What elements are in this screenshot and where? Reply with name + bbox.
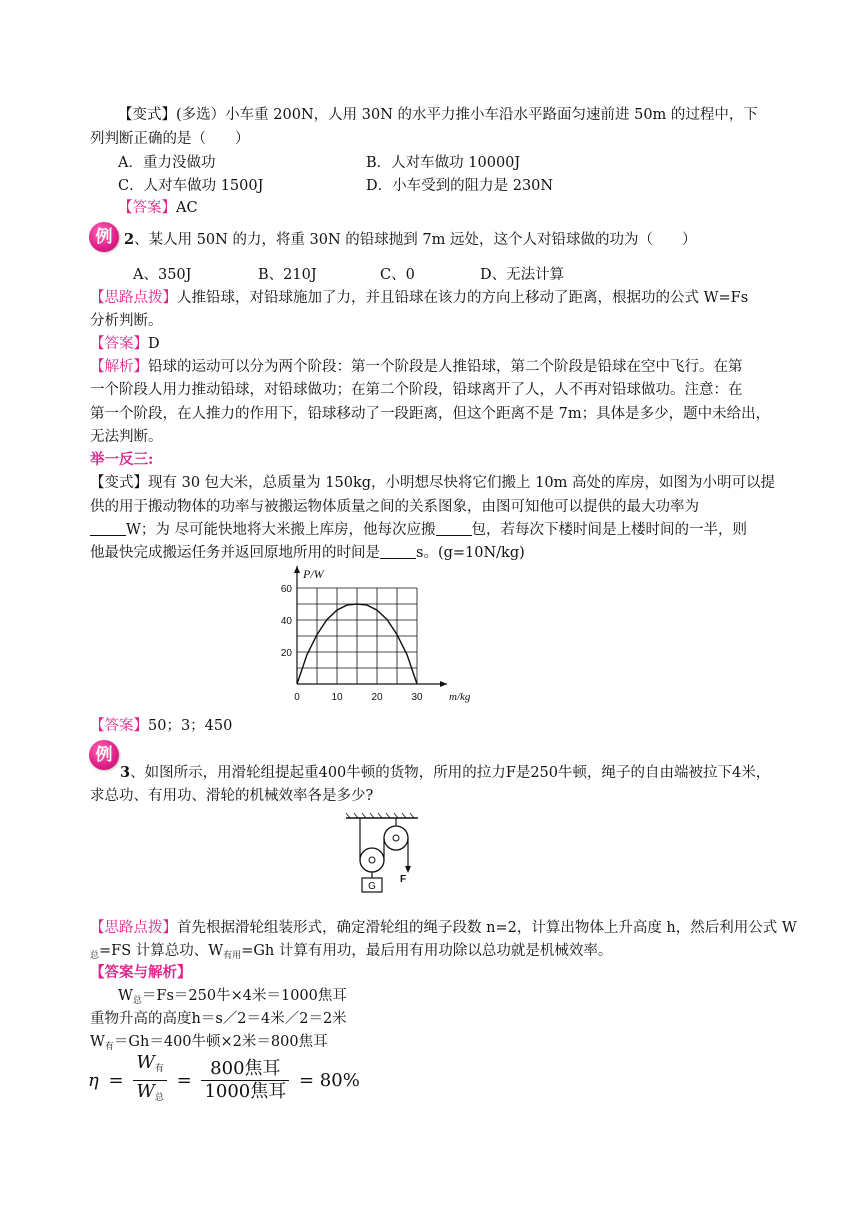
- w-symbol: W: [90, 1034, 105, 1050]
- y-axis-arrow-icon: [294, 566, 300, 573]
- hint-text-2b: =Gh 计算有用功，最后用有用功除以总功就是机械效率。: [241, 943, 613, 959]
- frac2-den: 1000焦耳: [204, 1081, 287, 1102]
- example2-question: [124, 230, 697, 250]
- example2-option-c: C、0: [380, 267, 415, 283]
- answer-label: 【答案】: [90, 336, 148, 352]
- sub-useful: 有用: [223, 951, 242, 961]
- chart-grid: [297, 588, 417, 684]
- fraction-values: [201, 1058, 289, 1103]
- option-d: D．小车受到的阻力是 230N: [366, 178, 554, 194]
- solution-label: 【答案与解析】: [90, 964, 192, 981]
- answer-label: 【答案】: [118, 200, 176, 216]
- variant2-line2: 供的用于搬动物体的功率与被搬运物体质量之间的关系图象，由图可知他可以提供的最大功率为: [90, 499, 699, 515]
- variant2-answer: [90, 716, 232, 736]
- answer-value: 50；3；450: [148, 718, 233, 734]
- x-tick-label: 20: [371, 692, 383, 703]
- variant2-text-3b: 包，若每次下楼时间是上楼时间的一半，则: [471, 522, 748, 538]
- blank-3[interactable]: [380, 544, 416, 559]
- solution-text-3: ＝Gh＝400牛顿×2米＝800焦耳: [113, 1034, 328, 1050]
- solution-line1: [118, 986, 347, 1011]
- variant2-label: 【变式】: [90, 475, 148, 491]
- answer-label: 【答案】: [90, 718, 148, 734]
- eta-symbol: η: [88, 1070, 99, 1091]
- w-symbol: W: [118, 988, 133, 1004]
- equals-sign: =: [108, 1070, 124, 1091]
- analysis-label: 【解析】: [90, 359, 148, 375]
- example2-answer: [90, 334, 160, 354]
- sub-total: 总: [132, 996, 142, 1006]
- hint-label: 【思路点拨】: [90, 290, 177, 306]
- blank-2[interactable]: [436, 521, 472, 536]
- example3-text-1: 、如图所示，用滑轮组提起重400牛顿的货物，所用的拉力F是250牛顿，绳子的自由端被拉下4米，: [130, 765, 771, 781]
- efficiency-formula: [88, 1052, 360, 1109]
- chart-xlabel: m/kg: [449, 691, 471, 703]
- variant2-text-4a: 他最快完成搬运任务并返回原地所用的时间是: [90, 545, 380, 561]
- analysis-text-1: 铅球的运动可以分为两个阶段：第一个阶段是人推铅球，第二个阶段是铅球在空中飞行。在第: [148, 359, 743, 375]
- variant2-text-4b: s。(g=10N/kg): [416, 545, 525, 561]
- blank-1[interactable]: [90, 521, 126, 536]
- pulley-label-f: F: [400, 874, 407, 885]
- example2-hint-line2: 分析判断。: [90, 313, 163, 329]
- variant2-text-1: 现有 30 包大米，总质量为 150kg，小明想尽快将它们搬上 10m 高处的库房，如图为小明可以提: [148, 475, 775, 491]
- example2-analysis-line4: 无法判断。: [90, 429, 163, 445]
- example2-option-a: A、350J: [133, 267, 192, 283]
- example2-analysis-line2: 一个阶段人用力推动铅球，对铅球做功；在第二个阶段，铅球离开了人，人不再对铅球做功。注意：在: [90, 382, 743, 398]
- x-tick-label: 10: [331, 692, 343, 703]
- x-tick-label: 30: [411, 692, 423, 703]
- example2-analysis-line1: [90, 357, 743, 377]
- example3-hint-line1: [90, 918, 797, 938]
- example2-analysis-line3: 第一个阶段，在人推力的作用下，铅球移动了一段距离，但这个距离不是 7m；具体是多少，题中未给出，: [90, 406, 771, 422]
- solution-text-1: ＝Fs＝250牛×4米＝1000焦耳: [141, 988, 347, 1004]
- y-tick-label: 20: [280, 648, 292, 659]
- section-heading: 举一反三:: [90, 451, 154, 468]
- variant1-line1: 【变式】(多选）小车重 200N，人用 30N 的水平力推小车沿水平路面匀速前进 50m 的过程中，下: [118, 107, 758, 123]
- example2-number: 2: [124, 231, 135, 248]
- variant1-line2: 列判断正确的是（ ）: [90, 131, 250, 147]
- solution-line2: 重物升高的高度h＝s／2＝4米／2＝2米: [90, 1011, 347, 1027]
- frac-den: W: [136, 1081, 155, 1102]
- example3-number: 3: [120, 764, 131, 781]
- frac-den-sub: 总: [154, 1093, 164, 1103]
- variant1-answer: [118, 198, 198, 218]
- frac2-num: 800焦耳: [201, 1058, 289, 1081]
- sub-useful: 有: [104, 1042, 114, 1052]
- answer-value: AC: [176, 200, 198, 216]
- hint-text-2a: =FS 计算总功、W: [99, 943, 224, 959]
- pulley-diagram: [342, 812, 424, 900]
- variant2-line1: [90, 473, 775, 493]
- example-badge-icon: 例: [89, 740, 119, 770]
- sub-total: 总: [90, 951, 100, 961]
- example-badge-icon: 例: [89, 222, 119, 252]
- example2-text: 、某人用 50N 的力，将重 30N 的铅球抛到 7m 远处，这个人对铅球做的功为（ ）: [134, 232, 697, 248]
- example2-hint: [90, 288, 748, 308]
- variant2-text-3a: W；为 尽可能快地将大米搬上库房，他每次应搬: [126, 522, 436, 538]
- pulley-label-g: G: [368, 881, 376, 892]
- hint-text-1: 首先根据滑轮组装形式，确定滑轮组的绳子段数 n=2，计算出物体上升高度 h，然后利用公式 W: [177, 920, 797, 936]
- frac-num-sub: 有: [154, 1064, 164, 1074]
- x-tick-label: 0: [294, 692, 300, 703]
- x-axis-arrow-icon: [440, 681, 447, 687]
- example3-line1: [120, 763, 770, 783]
- equals-sign: =: [176, 1070, 192, 1091]
- chart-ylabel: P/W: [303, 567, 324, 581]
- frac-num: W: [136, 1052, 155, 1073]
- y-tick-label: 60: [280, 584, 292, 595]
- hint-text-1: 人推铅球，对铅球施加了力，并且铅球在该力的方向上移动了距离，根据功的公式 W=Fs: [177, 290, 749, 306]
- hint-label: 【思路点拨】: [90, 920, 177, 936]
- fraction-w: [133, 1052, 167, 1109]
- option-c: C．人对车做功 1500J: [118, 178, 264, 194]
- answer-value: D: [148, 336, 160, 352]
- option-a: A．重力没做功: [118, 155, 216, 171]
- variant2-line3: [90, 520, 747, 540]
- example3-line2: 求总功、有用功、滑轮的机械效率各是多少?: [90, 788, 374, 804]
- option-b: B．人对车做功 10000J: [366, 155, 521, 171]
- example2-option-d: D、无法计算: [480, 267, 565, 283]
- example2-option-b: B、210J: [258, 267, 317, 283]
- y-tick-label: 40: [280, 616, 292, 627]
- power-mass-chart: [265, 560, 471, 710]
- efficiency-result: = 80%: [299, 1070, 360, 1091]
